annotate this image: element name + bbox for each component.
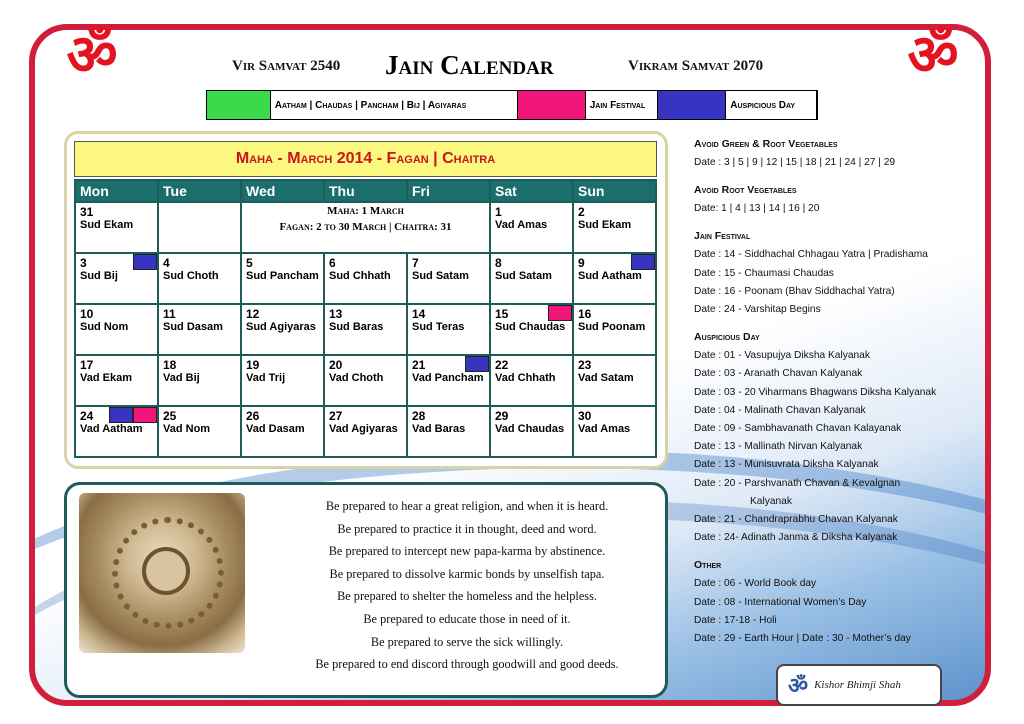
weekday-header: Tue bbox=[158, 180, 241, 202]
tithi-label: Vad Amas bbox=[495, 219, 548, 231]
quote-line: Be prepared to intercept new papa-karma by abstinence. bbox=[328, 544, 606, 559]
day-number: 13 bbox=[329, 307, 343, 321]
tithi-label: Sud Agiyaras bbox=[246, 321, 316, 333]
quotes-list bbox=[275, 495, 659, 676]
sidebar-date-line: Date : 21 - Chandraprabhu Chavan Kalyanak bbox=[694, 514, 898, 526]
day-flag-marker bbox=[109, 407, 133, 423]
day-number: 10 bbox=[80, 307, 94, 321]
sidebar-date-line: Date : 17-18 - Holi bbox=[694, 614, 777, 626]
calendar-day-cell[interactable] bbox=[573, 355, 656, 406]
day-flag-marker bbox=[465, 356, 489, 372]
sidebar-date-line: Date: 1 | 4 | 13 | 14 | 16 | 20 bbox=[694, 203, 820, 215]
vikram-samvat: Vikram Samvat 2070 bbox=[628, 58, 764, 74]
calendar-week-row bbox=[75, 355, 656, 406]
calendar-day-cell[interactable] bbox=[324, 406, 407, 457]
tithi-label: Sud Bij bbox=[80, 270, 118, 282]
day-number: 20 bbox=[329, 358, 343, 372]
calendar-title: Maha - March 2014 - Fagan | Chaitra bbox=[74, 141, 657, 177]
tithi-label: Sud Chaudas bbox=[495, 321, 566, 333]
calendar-week-row bbox=[75, 253, 656, 304]
tithi-label: Sud Teras bbox=[412, 321, 465, 333]
month-note-line: Maha: 1 March bbox=[327, 205, 404, 217]
calendar-day-cell[interactable] bbox=[407, 253, 490, 304]
sidebar-date-line: Date : 29 - Earth Hour | Date : 30 - Mother’s day bbox=[694, 633, 911, 645]
calendar-day-cell[interactable] bbox=[490, 202, 573, 253]
tithi-label: Sud Satam bbox=[495, 270, 552, 282]
page-title: Jain Calendar bbox=[385, 50, 554, 80]
calendar-day-cell[interactable] bbox=[490, 304, 573, 355]
weekday-header: Fri bbox=[407, 180, 490, 202]
legend-swatch bbox=[207, 91, 271, 119]
calendar-day-cell[interactable] bbox=[158, 253, 241, 304]
tithi-label: Vad Baras bbox=[412, 423, 466, 435]
day-number: 8 bbox=[495, 256, 502, 270]
sidebar-date-line: Date : 13 - Mallinath Nirvan Kalyanak bbox=[694, 441, 863, 453]
tithi-label: Sud Aatham bbox=[578, 270, 642, 282]
quote-line: Be prepared to educate those in need of it. bbox=[363, 611, 571, 626]
om-logo-left: ॐ bbox=[66, 22, 118, 88]
tithi-label: Vad Dasam bbox=[246, 423, 305, 435]
calendar-day-cell[interactable] bbox=[573, 253, 656, 304]
calendar-day-cell[interactable] bbox=[324, 355, 407, 406]
day-number: 7 bbox=[412, 256, 419, 270]
tithi-label: Vad Trij bbox=[246, 372, 286, 384]
day-flag-marker bbox=[631, 254, 655, 270]
temple-dome-image bbox=[79, 493, 245, 653]
calendar-panel bbox=[64, 131, 668, 469]
sidebar-date-line: Date : 14 - Siddhachal Chhagau Yatra | Pradishama bbox=[694, 249, 928, 261]
day-number: 12 bbox=[246, 307, 260, 321]
signature-box bbox=[776, 664, 942, 706]
calendar-day-cell[interactable] bbox=[324, 304, 407, 355]
signature-name: Kishor Bhimji Shah bbox=[814, 679, 901, 691]
sidebar-date-line: Date : 13 - Munisuvrata Diksha Kalyanak bbox=[694, 459, 879, 471]
sidebar-date-line: Date : 20 - Parshvanath Chavan & Kevalgnan bbox=[694, 477, 901, 489]
calendar-day-cell[interactable] bbox=[490, 355, 573, 406]
day-number: 31 bbox=[80, 205, 94, 219]
tithi-label: Sud Satam bbox=[412, 270, 469, 282]
weekday-header: Wed bbox=[241, 180, 324, 202]
day-number: 5 bbox=[246, 256, 253, 270]
sidebar-date-line: Kalyanak bbox=[750, 495, 792, 507]
calendar-day-cell[interactable] bbox=[407, 304, 490, 355]
calendar-day-cell[interactable] bbox=[573, 406, 656, 457]
calendar-day-cell[interactable] bbox=[158, 355, 241, 406]
day-number: 30 bbox=[578, 409, 592, 423]
calendar-day-cell[interactable] bbox=[75, 202, 158, 253]
calendar-week-row bbox=[75, 406, 656, 457]
legend-label: Aatham | Chaudas | Pancham | Bij | Agiyaras bbox=[271, 91, 518, 119]
day-number: 28 bbox=[412, 409, 426, 423]
sidebar-date-line: Date : 3 | 5 | 9 | 12 | 15 | 18 | 21 | 24 | 27 | 29 bbox=[694, 157, 896, 168]
tithi-label: Vad Satam bbox=[578, 372, 634, 384]
quotes-panel bbox=[64, 482, 668, 698]
tithi-label: Sud Baras bbox=[329, 321, 384, 333]
tithi-label: Vad Pancham bbox=[412, 372, 484, 384]
day-number: 22 bbox=[495, 358, 509, 372]
calendar-day-cell[interactable] bbox=[75, 304, 158, 355]
sidebar-date-line: Date : 06 - World Book day bbox=[694, 578, 817, 590]
day-number: 11 bbox=[163, 307, 176, 321]
tithi-label: Vad Nom bbox=[163, 423, 211, 435]
sidebar-date-line: Date : 03 - Aranath Chavan Kalyanak bbox=[694, 368, 863, 380]
month-note bbox=[241, 202, 490, 253]
sidebar-date-line: Date : 01 - Vasupujya Diksha Kalyanak bbox=[694, 350, 870, 362]
day-number: 25 bbox=[163, 409, 177, 423]
day-number: 26 bbox=[246, 409, 260, 423]
sidebar-section-heading: Avoid Green & Root Vegetables bbox=[694, 138, 838, 150]
day-flag-marker bbox=[133, 254, 157, 270]
day-number: 19 bbox=[246, 358, 260, 372]
month-note-line: Fagan: 2 to 30 March | Chaitra: 31 bbox=[279, 221, 452, 233]
sidebar-date-line: Date : 24- Adinath Janma & Diksha Kalyanak bbox=[694, 532, 898, 544]
sidebar-section-heading: Auspicious Day bbox=[694, 331, 760, 344]
tithi-label: Sud Dasam bbox=[163, 321, 223, 333]
calendar-day-cell[interactable] bbox=[241, 355, 324, 406]
day-number: 4 bbox=[163, 256, 170, 270]
vir-samvat: Vir Samvat 2540 bbox=[232, 58, 341, 74]
tithi-label: Sud Ekam bbox=[578, 219, 632, 231]
calendar-day-cell[interactable] bbox=[324, 253, 407, 304]
calendar-day-cell[interactable] bbox=[75, 406, 158, 457]
legend-label: Auspicious Day bbox=[726, 91, 817, 119]
day-number: 27 bbox=[329, 409, 343, 423]
quote-line: Be prepared to serve the sick willingly. bbox=[370, 634, 564, 649]
calendar-day-cell[interactable] bbox=[407, 406, 490, 457]
calendar-day-cell[interactable] bbox=[158, 406, 241, 457]
calendar-day-cell[interactable] bbox=[241, 304, 324, 355]
day-number: 18 bbox=[163, 358, 177, 372]
day-number: 1 bbox=[495, 205, 502, 219]
tithi-label: Vad Choth bbox=[329, 372, 384, 384]
day-number: 29 bbox=[495, 409, 509, 423]
calendar-week-row bbox=[75, 304, 656, 355]
weekday-header: Sun bbox=[573, 180, 656, 202]
calendar-day-cell[interactable] bbox=[490, 253, 573, 304]
day-number: 21 bbox=[412, 358, 426, 372]
tithi-label: Vad Agiyaras bbox=[329, 423, 398, 435]
day-number: 15 bbox=[495, 307, 509, 321]
tithi-label: Vad Bij bbox=[163, 372, 200, 384]
om-logo-right: ॐ bbox=[907, 22, 959, 88]
sidebar-date-line: Date : 24 - Varshitap Begins bbox=[694, 304, 821, 316]
calendar-day-cell[interactable] bbox=[573, 304, 656, 355]
day-number: 3 bbox=[80, 256, 87, 270]
sidebar-section-heading: Avoid Root Vegetables bbox=[694, 184, 797, 197]
calendar-grid bbox=[74, 179, 657, 458]
sidebar-date-line: Date : 15 - Chaumasi Chaudas bbox=[694, 267, 834, 279]
calendar-day-cell[interactable] bbox=[490, 406, 573, 457]
calendar-week-row bbox=[75, 202, 656, 253]
tithi-label: Sud Chhath bbox=[329, 270, 391, 282]
sidebar-section-heading: Jain Festival bbox=[694, 230, 751, 243]
sidebar-date-line: Date : 16 - Poonam (Bhav Siddhachal Yatra) bbox=[694, 285, 895, 297]
sidebar-date-line: Date : 08 - International Women’s Day bbox=[694, 596, 867, 608]
tithi-label: Sud Pancham bbox=[246, 270, 319, 282]
day-flag-marker bbox=[548, 305, 572, 321]
sidebar-section-heading: Other bbox=[694, 559, 722, 572]
quote-line: Be prepared to shelter the homeless and the helpless. bbox=[337, 589, 597, 604]
legend-swatch bbox=[658, 91, 726, 119]
weekday-header: Sat bbox=[490, 180, 573, 202]
tithi-label: Sud Poonam bbox=[578, 321, 646, 333]
tithi-label: Sud Choth bbox=[163, 270, 219, 282]
tithi-label: Vad Ekam bbox=[80, 372, 132, 384]
day-flag-marker bbox=[133, 407, 157, 423]
calendar-day-cell[interactable] bbox=[573, 202, 656, 253]
quote-line: Be prepared to practice it in thought, deed and word. bbox=[337, 521, 597, 536]
day-number: 23 bbox=[578, 358, 592, 372]
legend-label: Jain Festival bbox=[586, 91, 659, 119]
weekday-header: Mon bbox=[75, 180, 158, 202]
day-number: 24 bbox=[80, 409, 94, 423]
color-legend bbox=[206, 90, 818, 120]
tithi-label: Vad Chaudas bbox=[495, 423, 565, 435]
day-number: 9 bbox=[578, 256, 585, 270]
sidebar-date-line: Date : 03 - 20 Viharmans Bhagwans Diksha Kalyanak bbox=[694, 386, 937, 398]
calendar-day-cell[interactable] bbox=[75, 355, 158, 406]
sidebar-date-line: Date : 09 - Sambhavanath Chavan Kalayanak bbox=[694, 423, 902, 435]
day-number: 14 bbox=[412, 307, 426, 321]
tithi-label: Vad Amas bbox=[578, 423, 631, 435]
quote-line: Be prepared to end discord through goodwill and good deeds. bbox=[315, 657, 619, 672]
sidebar-date-line: Date : 04 - Malinath Chavan Kalyanak bbox=[694, 404, 866, 416]
quote-line: Be prepared to hear a great religion, and when it is heard. bbox=[325, 499, 609, 513]
calendar-day-cell[interactable] bbox=[158, 202, 241, 253]
calendar-day-cell[interactable] bbox=[407, 355, 490, 406]
weekday-header: Thu bbox=[324, 180, 407, 202]
signature-logo-icon: ॐ bbox=[788, 673, 809, 698]
events-sidebar bbox=[694, 138, 984, 648]
tithi-label: Sud Ekam bbox=[80, 219, 134, 231]
legend-swatch bbox=[518, 91, 586, 119]
calendar-day-cell[interactable] bbox=[158, 304, 241, 355]
day-number: 2 bbox=[578, 205, 585, 219]
day-number: 16 bbox=[578, 307, 592, 321]
tithi-label: Sud Nom bbox=[80, 321, 129, 333]
tithi-label: Vad Chhath bbox=[495, 372, 556, 384]
calendar-day-cell[interactable] bbox=[241, 253, 324, 304]
day-number: 17 bbox=[80, 358, 94, 372]
day-number: 6 bbox=[329, 256, 336, 270]
calendar-day-cell[interactable] bbox=[75, 253, 158, 304]
calendar-day-cell[interactable] bbox=[241, 406, 324, 457]
tithi-label: Vad Aatham bbox=[80, 423, 143, 435]
quote-line: Be prepared to dissolve karmic bonds by unselfish tapa. bbox=[329, 566, 605, 581]
